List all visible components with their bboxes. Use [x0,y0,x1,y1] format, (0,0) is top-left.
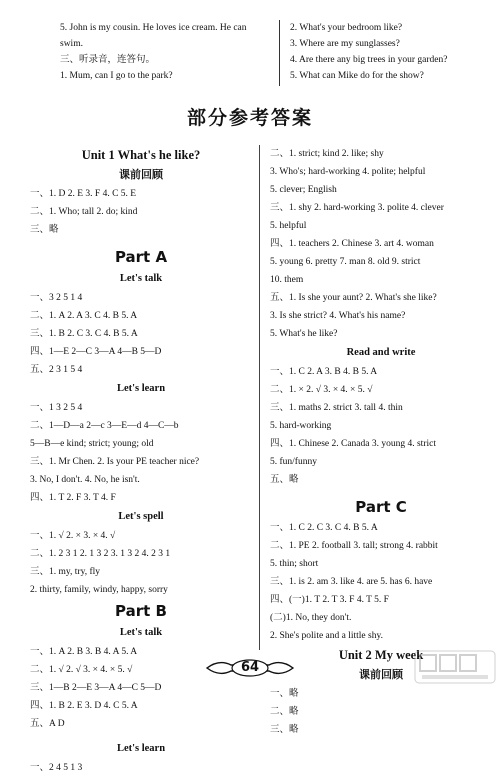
answer-line: 二、略 [270,707,299,717]
answer-line: 一、1. A 2. B 3. B 4. A 5. A [30,647,138,657]
answer-line: 四、(一)1. T 2. T 3. F 4. T 5. F [270,595,389,605]
top-right-lines [290,20,490,84]
text-line: swim. [60,39,83,49]
answer-line: 3. Who's; hard-working 4. polite; helpful [270,167,426,177]
answer-line: 一、1. C 2. C 3. C 4. B 5. A [270,523,378,533]
answer-line: 二、1. 2 3 1 2. 1 3 2 3. 1 3 2 4. 2 3 1 [30,549,171,559]
answer-line: 2. thirty, family, windy, happy, sorry [30,585,168,595]
answer-line: 一、1. √ 2. × 3. × 4. √ [30,531,116,541]
answer-line: 五、略 [270,475,299,485]
answer-line: 五、1. Is she your aunt? 2. What's she like? [270,293,437,303]
answer-line: 二、1—D—a 2—c 3—E—d 4—C—b [30,421,179,431]
section-heading: Let's talk [119,273,163,284]
text-line: 三、听录音，连答句。 [60,55,156,65]
answer-line: 四、1. Chinese 2. Canada 3. young 4. strict [270,439,436,449]
answer-line: 一、1. C 2. A 3. B 4. B 5. A [270,367,378,377]
answer-line: 二、1. √ 2. √ 3. × 4. × 5. √ [30,665,133,675]
answer-line: 一、3 2 5 1 4 [30,293,83,303]
answer-line: 5. young 6. pretty 7. man 8. old 9. strict [270,257,421,267]
answer-line: 3. Is she strict? 4. What's his name? [270,311,406,321]
answer-line: 二、1. Who; tall 2. do; kind [30,207,138,217]
text-line: 1. Mum, can I go to the park? [60,71,173,81]
answer-line: 5. clever; English [270,185,337,195]
section-heading: Let's learn [116,383,166,394]
answer-line: 2. She's polite and a little shy. [270,631,383,641]
unit-heading: Unit 1 What's he like? [81,148,201,162]
section-subheading: 课前回顾 [119,168,163,181]
answer-line: 四、1. teachers 2. Chinese 3. art 4. woman [270,239,434,249]
text-line: 3. Where are my sunglasses? [290,39,400,49]
answer-line: 三、1. shy 2. hard-working 3. polite 4. clever [270,203,444,213]
answer-line: 5. hard-working [270,421,332,431]
answer-line: 三、略 [30,225,59,235]
answer-line: 三、1. my, try, fly [30,567,101,577]
answer-line: 5. thin; short [270,559,319,569]
page-number: 64 [240,660,260,675]
unit-heading: Unit 2 My week [338,648,424,662]
column-divider [259,145,260,650]
answer-line: 5. helpful [270,221,307,231]
answer-line: 三、1. is 2. am 3. like 4. are 5. has 6. have [270,577,433,587]
text-line: 5. What can Mike do for the show? [290,71,424,81]
answer-line: 三、1. B 2. C 3. C 4. B 5. A [30,329,138,339]
part-heading: Part C [355,498,407,516]
answer-line: 一、1. D 2. E 3. F 4. C 5. E [30,189,137,199]
answer-line: 四、1—E 2—C 3—A 4—B 5—D [30,347,162,357]
section-heading: Let's spell [118,511,164,522]
answer-line: 三、1. Mr Chen. 2. Is your PE teacher nice? [30,457,200,467]
answer-line: 二、1. A 2. A 3. C 4. B 5. A [30,311,138,321]
answer-line: 5. What's he like? [270,329,338,339]
answer-line: 5—B—e kind; strict; young; old [30,439,154,449]
section-heading: Read and write [346,347,416,358]
top-left-lines [60,20,272,84]
watermark-logo [414,650,496,684]
section-heading: Let's learn [116,743,166,754]
answer-line: 三、1. maths 2. strict 3. tall 4. thin [270,403,403,413]
answer-line: 三、略 [270,725,299,735]
answer-line: 一、略 [270,689,299,699]
answer-line: 二、1. strict; kind 2. like; shy [270,149,384,159]
text-line: 5. John is my cousin. He loves ice cream. He can [60,23,247,33]
answer-line: 五、2 3 1 5 4 [30,365,83,375]
answer-line: 3. No, I don't. 4. No, he isn't. [30,475,140,485]
section-subheading: 课前回顾 [359,668,403,681]
text-line: 2. What's your bedroom like? [290,23,403,33]
section-heading: Let's talk [119,627,163,638]
answer-line: 一、2 4 5 1 3 [30,763,83,773]
part-heading: Part B [115,602,167,620]
top-column-divider [279,20,280,86]
answer-line: 二、1. × 2. √ 3. × 4. × 5. √ [270,385,373,395]
part-heading: Part A [114,248,168,266]
answer-column-left [30,145,252,777]
answer-line: (二)1. No, they don't. [270,613,352,623]
answer-line: 一、1 3 2 5 4 [30,403,83,413]
page-title: 部分参考答案 [186,107,313,129]
answer-line: 5. fun/funny [270,457,317,467]
previous-page-excerpt [0,0,500,92]
answer-line: 二、1. PE 2. football 3. tall; strong 4. rabbit [270,541,438,551]
text-line: 4. Are there any big trees in your garden? [290,55,448,65]
answer-line: 五、A D [30,719,65,729]
answer-line: 四、1. B 2. E 3. D 4. C 5. A [30,701,138,711]
answer-line: 10. them [270,275,304,285]
answer-line: 三、1—B 2—E 3—A 4—C 5—D [30,683,162,693]
answer-line: 四、1. T 2. F 3. T 4. F [30,493,116,503]
page-number-badge [205,657,295,679]
